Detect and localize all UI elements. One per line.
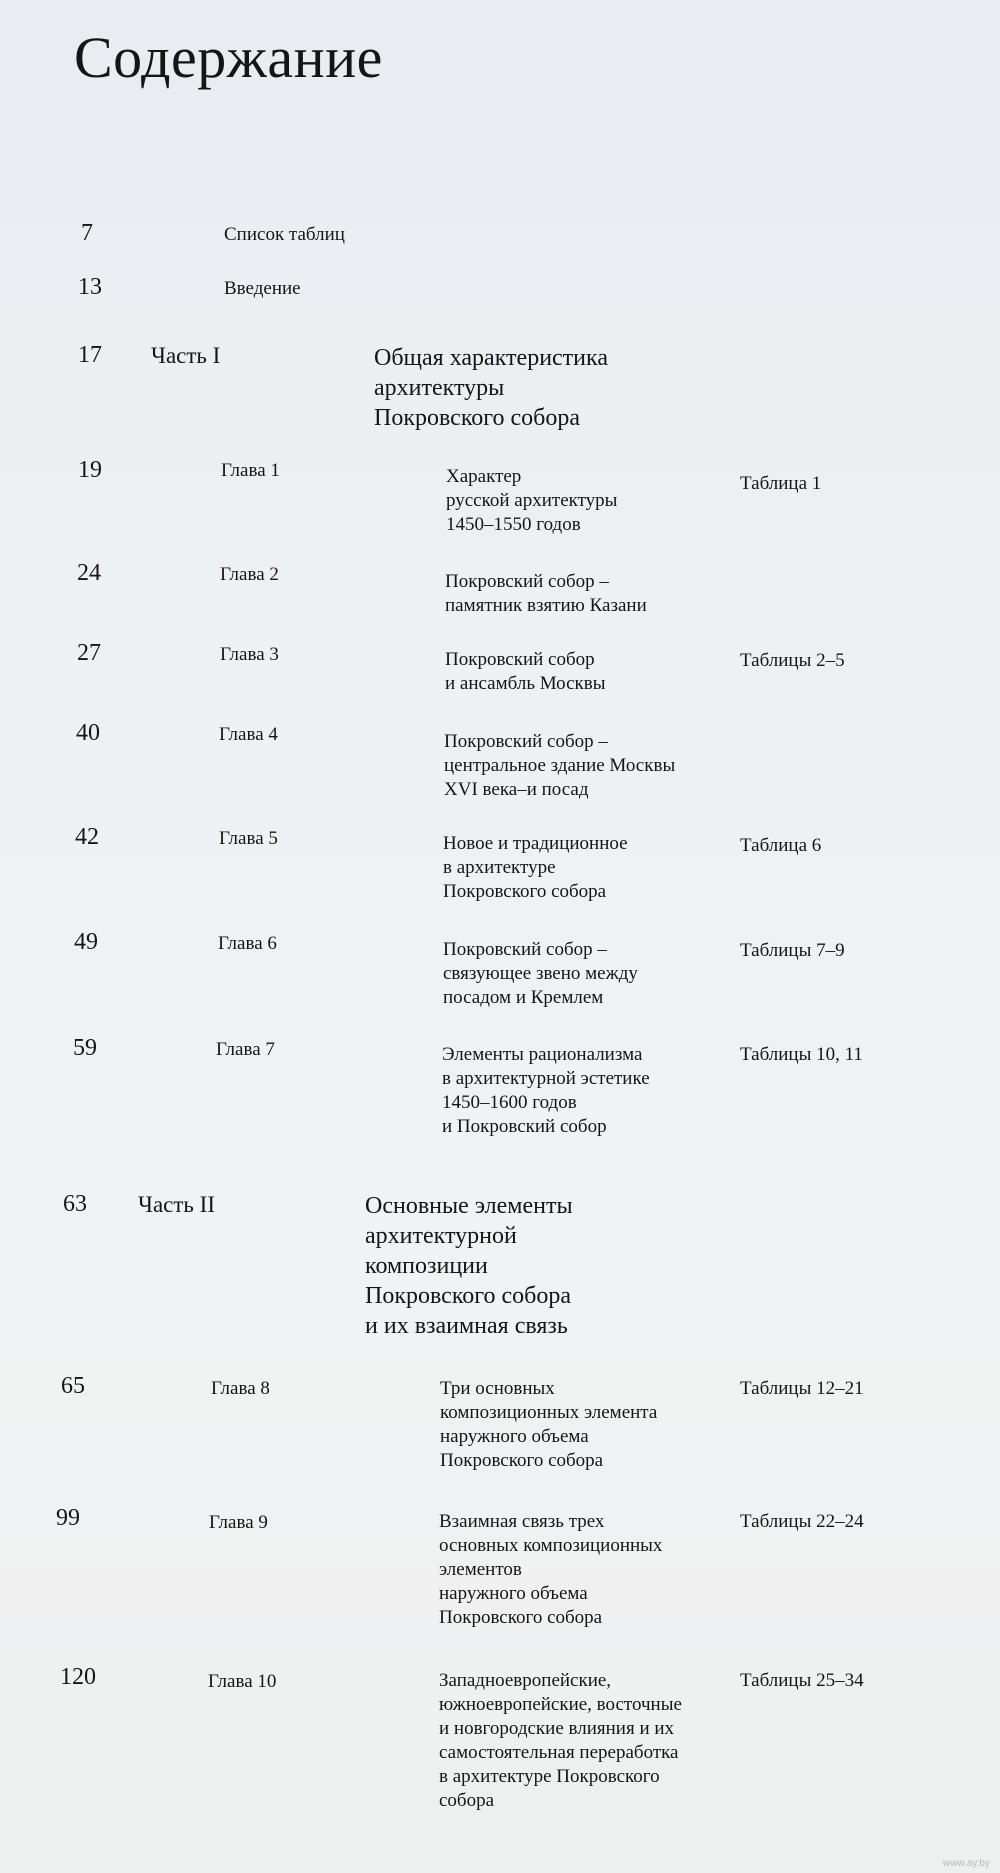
toc-page-number: 27 bbox=[77, 640, 101, 666]
watermark: www.ay.by bbox=[942, 1858, 990, 1869]
toc-chapter-1 bbox=[0, 457, 1000, 535]
toc-part-2 bbox=[0, 1191, 1000, 1339]
toc-chapter-9 bbox=[0, 1505, 1000, 1628]
toc-page-number: 7 bbox=[81, 220, 93, 246]
chapter-title: Покровский собор – памятник взятию Казани bbox=[445, 571, 647, 616]
chapter-title: Характер русской архитектуры 1450–1550 годов bbox=[446, 466, 618, 535]
toc-page-number: 59 bbox=[73, 1035, 97, 1061]
toc-page-number: 42 bbox=[75, 824, 99, 850]
toc-page-number: 65 bbox=[61, 1373, 85, 1399]
chapter-label: Глава 8 bbox=[211, 1378, 270, 1399]
toc-entry-introduction bbox=[0, 274, 1000, 300]
part-title: Основные элементы архитектурной композиции Покровского собора и их взаимная связь bbox=[365, 1193, 573, 1339]
chapter-title: Взаимная связь трех основных композиционных элементов наружного объема Покровского собора bbox=[439, 1511, 663, 1628]
chapter-tables: Таблицы 22–24 bbox=[740, 1511, 864, 1532]
chapter-label: Глава 6 bbox=[218, 933, 277, 954]
chapter-tables: Таблицы 12–21 bbox=[740, 1378, 864, 1399]
chapter-tables: Таблица 1 bbox=[740, 473, 822, 494]
toc-chapter-7 bbox=[0, 1035, 1000, 1137]
toc-page-number: 13 bbox=[78, 274, 102, 300]
chapter-label: Глава 10 bbox=[208, 1671, 277, 1692]
chapter-label: Глава 7 bbox=[216, 1039, 275, 1060]
chapter-tables: Таблицы 2–5 bbox=[740, 650, 845, 671]
toc-chapter-6 bbox=[0, 929, 1000, 1008]
chapter-tables: Таблицы 10, 11 bbox=[740, 1044, 863, 1065]
chapter-title: Покровский собор – центральное здание Москвы XVI века–и посад bbox=[444, 731, 676, 800]
toc-chapter-8 bbox=[0, 1373, 1000, 1471]
part-label: Часть II bbox=[138, 1192, 215, 1217]
toc-page-number: 120 bbox=[60, 1664, 96, 1690]
toc-chapter-2 bbox=[0, 560, 1000, 616]
chapter-tables: Таблицы 25–34 bbox=[740, 1670, 864, 1691]
chapter-title: Покровский собор и ансамбль Москвы bbox=[445, 649, 606, 694]
chapter-title: Покровский собор – связующее звено между посадом и Кремлем bbox=[443, 939, 638, 1008]
toc-chapter-4 bbox=[0, 720, 1000, 800]
part-title: Общая характеристика архитектуры Покровского собора bbox=[374, 345, 608, 431]
toc-chapter-10 bbox=[0, 1664, 1000, 1811]
toc-entry-label: Введение bbox=[224, 278, 301, 299]
toc-entry-list-of-tables bbox=[0, 220, 1000, 246]
chapter-title: Новое и традиционное в архитектуре Покровского собора bbox=[443, 833, 628, 902]
toc-page-number: 40 bbox=[76, 720, 100, 746]
part-label: Часть I bbox=[151, 343, 221, 368]
toc-entry-label: Список таблиц bbox=[224, 224, 345, 245]
toc-page-number: 63 bbox=[63, 1191, 87, 1217]
toc-page-number: 49 bbox=[74, 929, 98, 955]
toc-page-number: 19 bbox=[78, 457, 102, 483]
chapter-tables: Таблицы 7–9 bbox=[740, 940, 845, 961]
chapter-label: Глава 4 bbox=[219, 724, 278, 745]
chapter-label: Глава 9 bbox=[209, 1512, 268, 1533]
toc-chapter-3 bbox=[0, 640, 1000, 694]
toc-chapter-5 bbox=[0, 824, 1000, 902]
toc-part-1 bbox=[0, 342, 1000, 431]
chapter-title: Элементы рационализма в архитектурной эстетике 1450–1600 годов и Покровский собор bbox=[442, 1044, 650, 1137]
toc-page-number: 17 bbox=[78, 342, 102, 368]
chapter-tables: Таблица 6 bbox=[740, 835, 822, 856]
page-title: Содержание bbox=[74, 25, 383, 90]
chapter-label: Глава 2 bbox=[220, 564, 279, 585]
chapter-label: Глава 1 bbox=[221, 460, 280, 481]
chapter-label: Глава 3 bbox=[220, 644, 279, 665]
chapter-label: Глава 5 bbox=[219, 828, 278, 849]
toc-page-number: 24 bbox=[77, 560, 101, 586]
chapter-title: Три основных композиционных элемента наружного объема Покровского собора bbox=[440, 1378, 658, 1471]
chapter-title: Западноевропейские, южноевропейские, восточные и новгородские влияния и их самостоятельная переработка в архитектуре Покровского собора bbox=[439, 1670, 682, 1811]
toc-page-number: 99 bbox=[56, 1505, 80, 1531]
